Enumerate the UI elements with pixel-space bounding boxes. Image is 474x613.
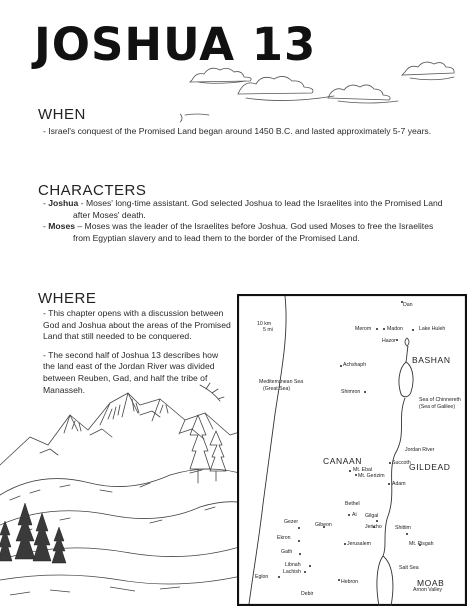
text-line: between Reuben, Gad, and half the tribe of [43, 372, 208, 383]
text-line: Land that still needed to be conquered. [43, 331, 192, 342]
characters-list [43, 198, 473, 244]
map-label-libnah: Libnah [285, 562, 301, 568]
map-label-gezer: Gezer [284, 519, 299, 525]
map-region-canaan: CANAAN [323, 456, 363, 466]
text-line: Manasseh. [43, 384, 86, 395]
map-label-arnon-valley: Arnon Valley [413, 587, 443, 593]
map-scale-bottom: 5 mi [263, 327, 273, 333]
character-description: – Moses was the leader of the Israelites before Joshua. God used Moses to free the Israelites [75, 221, 434, 232]
map-label-mt-pisgah: Mt. Pisgah [409, 541, 434, 547]
map-region-moab: MOAB [417, 578, 445, 588]
text-line: - The second half of Joshua 13 describes how [43, 349, 219, 360]
map-label-mt-ebal: Mt. Ebal [353, 467, 373, 473]
characters-heading: CHARACTERS [38, 182, 147, 199]
character-name: Joshua [48, 198, 79, 208]
map-label-jordan-river: Jordan River [405, 447, 435, 453]
map-label-ai: Ai [352, 512, 357, 518]
map-label-great-sea: (Great Sea) [263, 386, 291, 392]
character-moses [43, 221, 473, 244]
map-label-lake-huleh: Lake Huleh [419, 326, 446, 332]
map-label-achshaph: Achshaph [343, 362, 367, 368]
map-label-sea-galilee: (Sea of Galilee) [419, 404, 456, 410]
character-name: Moses [48, 221, 75, 232]
map-region-gildead: GILDEAD [409, 462, 451, 472]
map-label-hebron: Hebron [341, 579, 359, 585]
map-label-bethel: Bethel [345, 501, 360, 507]
text-line: God and Joshua about the areas of the Promised [43, 319, 231, 330]
map-region-bashan: BASHAN [412, 355, 451, 365]
map-label-sea-chinnereth: Sea of Chinnereth [419, 397, 461, 403]
map-label-jerusalem: Jerusalem [347, 541, 371, 547]
character-joshua [43, 198, 473, 221]
map-label-mediterranean: Mediterranean Sea [259, 379, 304, 385]
text-line: the land east of the Jordan River was divided [43, 361, 215, 372]
map-label-succoth: Succoth [392, 460, 411, 466]
clouds-illustration [180, 60, 474, 170]
when-heading: WHEN [38, 106, 86, 123]
map-label-debir: Debir [301, 591, 314, 597]
map-label-mt-gerizim: Mt. Gerizim [358, 473, 385, 479]
map-label-gibeon: Gibeon [315, 522, 332, 528]
map-label-shimron: Shimron [341, 389, 361, 395]
map-label-ekron: Ekron [277, 535, 291, 541]
map-label-shittim: Shittim [395, 525, 411, 531]
map-label-jericho: Jericho [365, 524, 382, 530]
page-title: JOSHUA 13 [34, 18, 317, 71]
map-label-dan: Dan [403, 302, 413, 308]
map-label-eglon: Eglon [255, 574, 269, 580]
text-line: - This chapter opens with a discussion between [43, 308, 224, 318]
map-label-salt-sea: Salt Sea [399, 565, 419, 571]
when-text: - Israel's conquest of the Promised Land began around 1450 B.C. and lasted approximately 5-7 years. [43, 126, 432, 136]
map-label-merom: Merom [355, 326, 372, 332]
map-label-adam: Adam [392, 481, 406, 487]
landscape-illustration [0, 372, 246, 613]
where-paragraph-1 [43, 308, 233, 343]
map-label-gilgal: Gilgal [365, 513, 379, 519]
where-heading: WHERE [38, 290, 97, 307]
map-panel [237, 294, 467, 606]
character-description-cont: after Moses' death. [73, 209, 146, 220]
character-description-cont: from Egyptian slavery and to lead them to the border of the Promised Land. [73, 232, 360, 243]
map-scale-top: 10 km [257, 321, 272, 327]
list-bullet: - [43, 198, 49, 208]
map-label-madon: Madon [387, 326, 403, 332]
map-label-lachish: Lachish [283, 569, 301, 575]
list-bullet: - [43, 221, 49, 232]
map-label-hazor: Hazor [382, 338, 396, 344]
map-label-gath: Gath [281, 549, 293, 555]
character-description: - Moses' long-time assistant. God selected Joshua to lead the Israelites into the Promised Land [78, 198, 443, 208]
